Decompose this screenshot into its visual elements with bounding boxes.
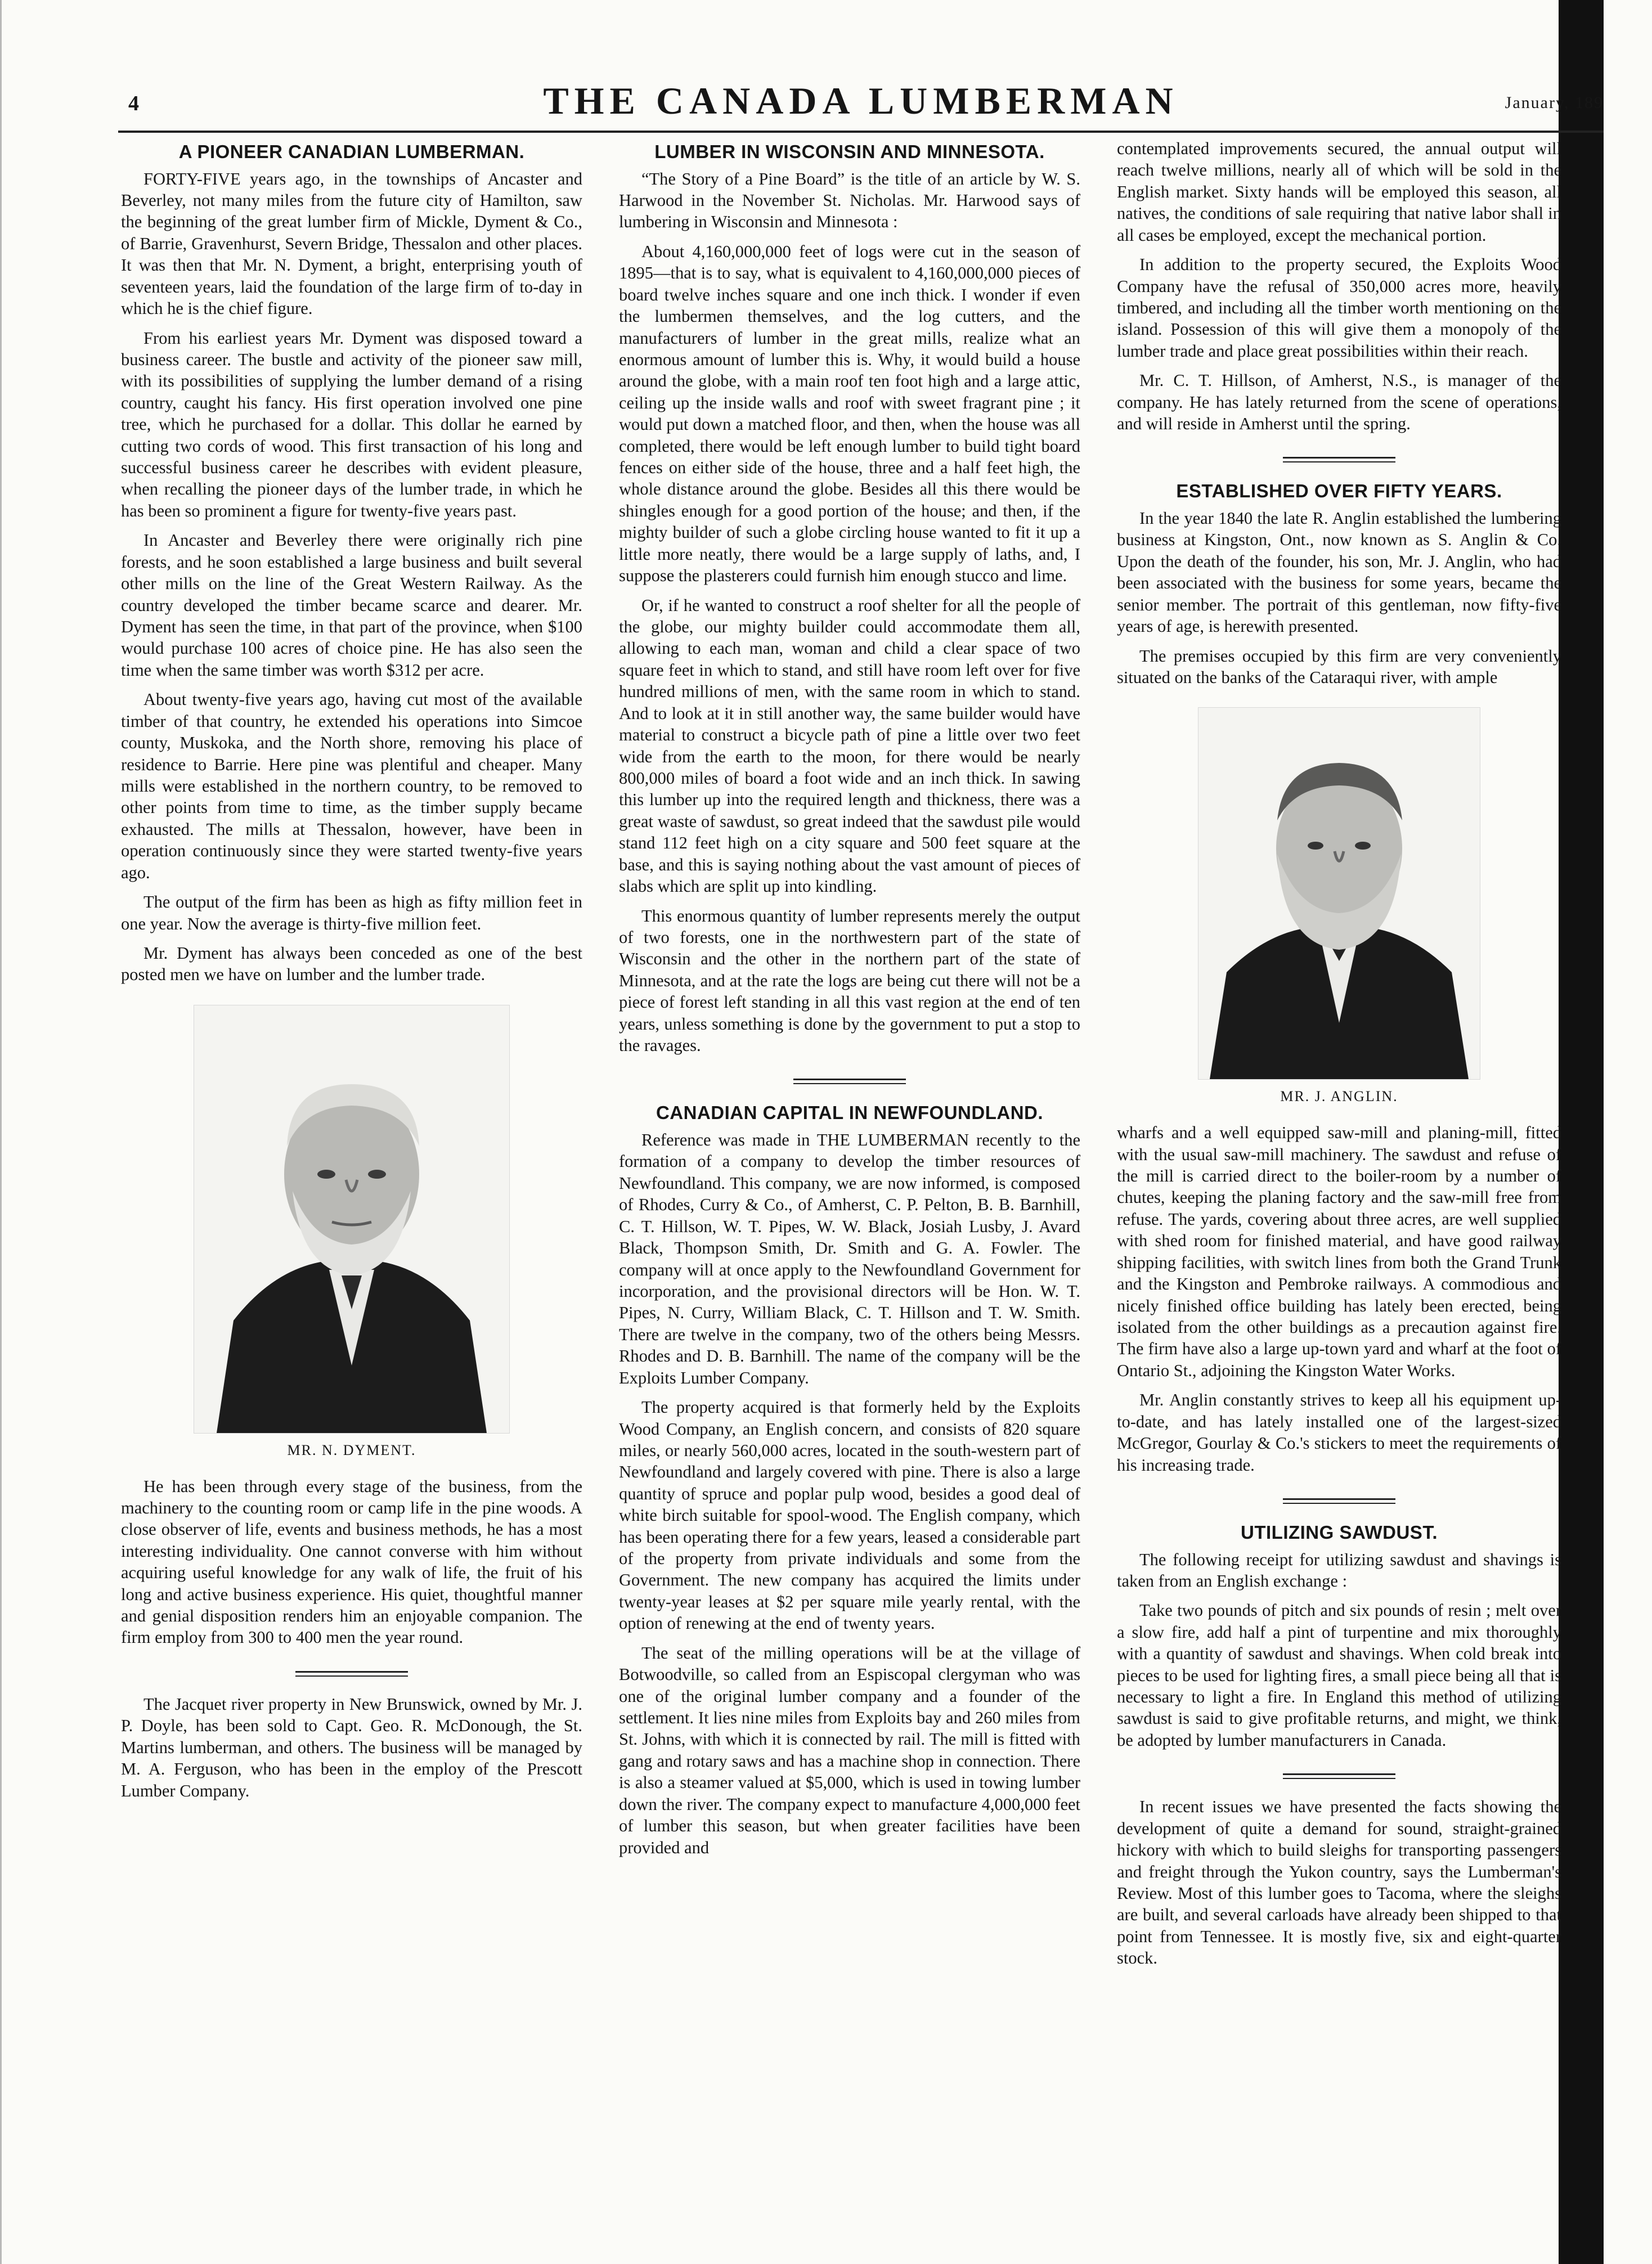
article-paragraph: In the year 1840 the late R. Anglin established the lumbering business at Kingston, Ont., now known as S. Anglin & Co. Upon the death of the founder, his son, Mr. J. Anglin, who had been associated with the business for some years, became the senior member. The portrait of this gentleman, now fifty-five years of age, is herewith presented.: [1117, 509, 1561, 636]
article-paragraph: Reference was made in THE LUMBERMAN recently to the formation of a company to develop the timber resources of Newfoundland. This company, we are now informed, is composed of Rhodes, Curry & Co., of Amherst, C. P. Pelton, B. B. Barnhill, C. T. Hillson, W. T. Pipes, W. W. Black, Josiah Lusby, J. Avard Black, Thompson Smith, Dr. Smith and G. A. Fowler. The company will at once apply to the Newfoundland Government for incorporation, and the provisional directors will be Hon. W. T. Pipes, N. Curry, William Black, C. T. Hillson and T. W. Smith. There are twelve in the company, two of the others being Messrs. Rhodes and D. B. Barnhill. The name of the company will be the Exploits Lumber Company.: [619, 1130, 1080, 1387]
portrait-figure: [121, 1005, 582, 1460]
portrait-dyment: [194, 1005, 510, 1434]
divider: [1283, 453, 1395, 467]
news-note: The Jacquet river property in New Brunswick, owned by Mr. J. P. Doyle, has been sold to Capt. Geo. R. McDonough, the St. Martins lumberman, and others. The business will be managed by M. A. Ferguson, who has been in the employ of the Prescott Lumber Company.: [121, 1694, 582, 1800]
article-paragraph: Mr. Anglin constantly strives to keep all his equipment up-to-date, and has lately installed one of the largest-sized McGregor, Gourlay & Co.'s stickers to meet the requirements of his increasing trade.: [1117, 1390, 1561, 1475]
article-paragraph: This enormous quantity of lumber represents merely the output of two forests, one in the northwestern part of the state of Wisconsin and the other in the northern part of the state of Minnesota, and at the rate the logs are being cut there will not be a piece of forest left standing in all this vast region at the end of ten years, unless something is done by the government to put a stop to the ravages.: [619, 906, 1080, 1055]
article-paragraph: Or, if he wanted to construct a roof shelter for all the people of the globe, our mighty builder could accommodate them all, allowing to each man, woman and child a clear space of two square feet in which to stand, and still have room left over for five hundred millions of men, with the same room in which to stand. And to look at it in still another way, the same builder would have material to construct a bicycle path of pine a little over two feet wide from the earth to the moon, for there would be nearly 800,000 miles of board a foot wide and an inch thick. In sawing this lumber up into the required length and thickness, there was a great waste of sawdust, so great indeed that the sawdust pile would stand 112 feet high on a city square and 500 feet square at the base, and this is saying nothing about the vast amount of pieces of slabs which are split up into kindling.: [619, 595, 1080, 896]
article-paragraph: The following receipt for utilizing sawdust and shavings is taken from an English exchange :: [1117, 1549, 1561, 1591]
article-paragraph: “The Story of a Pine Board” is the title of an article by W. S. Harwood in the November St. Nicholas. Mr. Harwood says of lumbering in Wisconsin and Minnesota :: [619, 169, 1080, 232]
column-2: [619, 138, 1080, 1866]
article-paragraph: The property acquired is that formerly held by the Exploits Wood Company, an English concern, and consists of 820 square miles, or nearly 560,000 acres, located in the south-western part of Newfoundland and largely covered with pine. There is also a large quantity of spruce and poplar pulp wood, besides a good deal of white birch suitable for spool-wood. The English company, which has been operating there for a few years, leased a considerable part of the property from private individuals and some from the Government. The new company has acquired the limits under twenty-year leases at $2 per square mile yearly rental, with the option of renewing at the end of twenty years.: [619, 1398, 1080, 1633]
left-scan-edge: [0, 0, 12, 2264]
article-paragraph: He has been through every stage of the business, from the machinery to the counting room or camp life in the pine woods. A close observer of life, events and business methods, he has a most interesting individuality. One cannot converse with him without acquiring useful knowledge for any walk of life, the fruit of his long and active business experience. His quiet, thoughtful manner and genial disposition renders him an enjoyable companion. The firm employ from 300 to 400 men the year round.: [121, 1476, 582, 1647]
article-paragraph: FORTY-FIVE years ago, in the townships of Ancaster and Beverley, not many miles from the future city of Hamilton, saw the beginning of the great lumber firm of Mickle, Dyment & Co., of Barrie, Gravenhurst, Severn Bridge, Thessalon and other places. It was then that Mr. N. Dyment, a bright, enterprising youth of seventeen years, laid the foundation of the large firm of to-day in which he is the chief figure.: [121, 169, 582, 318]
divider: [295, 1668, 408, 1681]
article-paragraph: The premises occupied by this firm are very conveniently situated on the banks of the Cataraqui river, with ample: [1117, 646, 1561, 688]
article-paragraph: From his earliest years Mr. Dyment was disposed toward a business career. The bustle and activity of the pioneer saw mill, with its possibilities of supplying the lumber demand of a rising country, caught his fancy. His first operation involved one pine tree, which he purchased for a dollar. This dollar he earned by cutting two cords of wood. This first transaction of his long and successful business career he describes with evident pleasure, when recalling the pioneer days of the lumber trade, in which he has been so prominent a figure for twenty-five years past.: [121, 328, 582, 520]
divider: [1283, 1495, 1395, 1508]
article-paragraph: Mr. C. T. Hillson, of Amherst, N.S., is manager of the company. He has lately returned from the scene of operations, and will reside in Amherst until the spring.: [1117, 371, 1561, 434]
portrait-caption: MR. J. ANGLIN.: [1280, 1088, 1398, 1105]
article-title: ESTABLISHED OVER FIFTY YEARS.: [1176, 480, 1502, 502]
article-paragraph: About twenty-five years ago, having cut most of the available timber of that country, he extended his operations into Simcoe county, Muskoka, and the North shore, removing his place of residence to Barrie. Here pine was plentiful and cheaper. Many mills were established in the northern country, to be removed to other points from time to time, as the timber supply became exhausted. The mills at Thessalon, however, have been in operation continuously since they were started twenty-five years ago.: [121, 690, 582, 882]
news-note: In recent issues we have presented the facts showing the development of quite a demand for sound, straight-grained hickory with which to build sleighs for transporting passengers and freight through the Yukon country, says the Lumberman's Review. Most of this lumber goes to Tacoma, where the sleighs are built, and several carloads have already been shipped to that point from Tennessee. It is mostly five, six and eight-quarter stock.: [1117, 1797, 1561, 1968]
right-scan-edge: [1559, 0, 1604, 2264]
page-header: [118, 79, 1604, 124]
portrait-figure: [1117, 707, 1561, 1106]
article-paragraph: In Ancaster and Beverley there were originally rich pine forests, and he soon established a large business and built several other mills on the line of the Great Western Railway. As the country developed the timber became scarce and dearer. Mr. Dyment has seen the time, in that part of the province, when $100 would purchase 100 acres of choice pine. He has also seen the time when the same timber was worth $312 per acre.: [121, 531, 582, 680]
portrait-anglin: [1198, 707, 1480, 1080]
divider: [793, 1075, 906, 1089]
page-number: 4: [128, 92, 139, 115]
article-paragraph: Mr. Dyment has always been conceded as one of the best posted men we have on lumber and the lumber trade.: [121, 943, 582, 985]
article-title: UTILIZING SAWDUST.: [1241, 1521, 1438, 1543]
column-1: [121, 138, 582, 1809]
masthead: THE CANADA LUMBERMAN: [543, 79, 1179, 122]
article-paragraph: The output of the firm has been as high as fifty million feet in one year. Now the average is thirty-five million feet.: [121, 892, 582, 933]
article-title: LUMBER IN WISCONSIN AND MINNESOTA.: [654, 141, 1045, 162]
issue-date: January, 189: [1505, 93, 1604, 112]
article-title: CANADIAN CAPITAL IN NEWFOUNDLAND.: [656, 1102, 1044, 1124]
article-paragraph: wharfs and a well equipped saw-mill and planing-mill, fitted with the usual saw-mill machinery. The sawdust and refuse of the mill is carried direct to the boiler-room by a number of chutes, keeping the planing factory and the saw-mill free from refuse. The yards, covering about three acres, are well supplied with shed room for finished material, and have good railway shipping facilities, with switch lines from both the Grand Trunk and the Kingston and Pembroke railways. A commodious and nicely finished office building has lately been erected, being isolated from the other buildings as a precaution against fire. The firm have also a large up-town yard and wharf at the foot of Ontario St., adjoining the Kingston Water Works.: [1117, 1123, 1561, 1380]
article-paragraph: The seat of the milling operations will be at the village of Botwoodville, so called from an Espiscopal clergyman who was one of the original lumber company and a founder of the settlement. It lies nine miles from Exploits bay and 260 miles from St. Johns, with which it is connected by rail. The mill is fitted with gang and rotary saws and has a machine shop in connection. There is also a steamer valued at $5,000, which is used in towing lumber down the river. The company expect to manufacture 4,000,000 feet of lumber this season, but when greater facilities have been provided and: [619, 1643, 1080, 1857]
portrait-caption: MR. N. DYMENT.: [287, 1441, 416, 1458]
article-paragraph: In addition to the property secured, the Exploits Wood Company have the refusal of 350,000 acres more, heavily timbered, and including all the timber worth mentioning on the island. Possession of this will give them a monopoly of the lumber trade and place great possibilities within their reach.: [1117, 255, 1561, 361]
article-paragraph: Take two pounds of pitch and six pounds of resin ; melt over a slow fire, add half a pint of turpentine and mix thoroughly with a quantity of sawdust and shavings. When cold break into pieces to be used for lighting fires, a small piece being all that is necessary to light a fire. In England this method of utilizing sawdust is said to give profitable returns, and might, we think, be adopted by lumber manufacturers in Canada.: [1117, 1601, 1561, 1750]
article-title: A PIONEER CANADIAN LUMBERMAN.: [178, 141, 525, 162]
divider: [1283, 1770, 1395, 1784]
column-3: [1117, 138, 1561, 1977]
article-paragraph: About 4,160,000,000 feet of logs were cut in the season of 1895—that is to say, what is equivalent to 4,160,000,000 pieces of board twelve inches square and one inch thick. I wonder if even the lumbermen themselves, and the log cutters, and the manufacturers of lumber in the great mills, realize what an enormous amount of lumber this is. Why, it would build a house around the globe, with a main roof ten foot high and a large attic, ceiling up the inside walls and roof with sweet fragrant pine ; it would put down a matched floor, and then, when the house was all completed, there would be left enough lumber to build tight board fences on either side of the house, three and a half feet high, the whole distance around the globe. Besides all this there would be shingles enough for a good portion of the house; and then, if the mighty builder of such a globe circling house wanted to fit it up a little more neatly, there would be a large supply of laths, and, I suppose the plasterers could furnish him enough stucco and lime.: [619, 241, 1080, 586]
header-rule: [118, 131, 1604, 133]
article-paragraph: contemplated improvements secured, the annual output will reach twelve millions, nearly all of which will be sold in the English market. Sixty hands will be employed this season, all natives, the conditions of sale requiring that native labor shall in all cases be employed, except the mechanical portion.: [1117, 139, 1561, 245]
